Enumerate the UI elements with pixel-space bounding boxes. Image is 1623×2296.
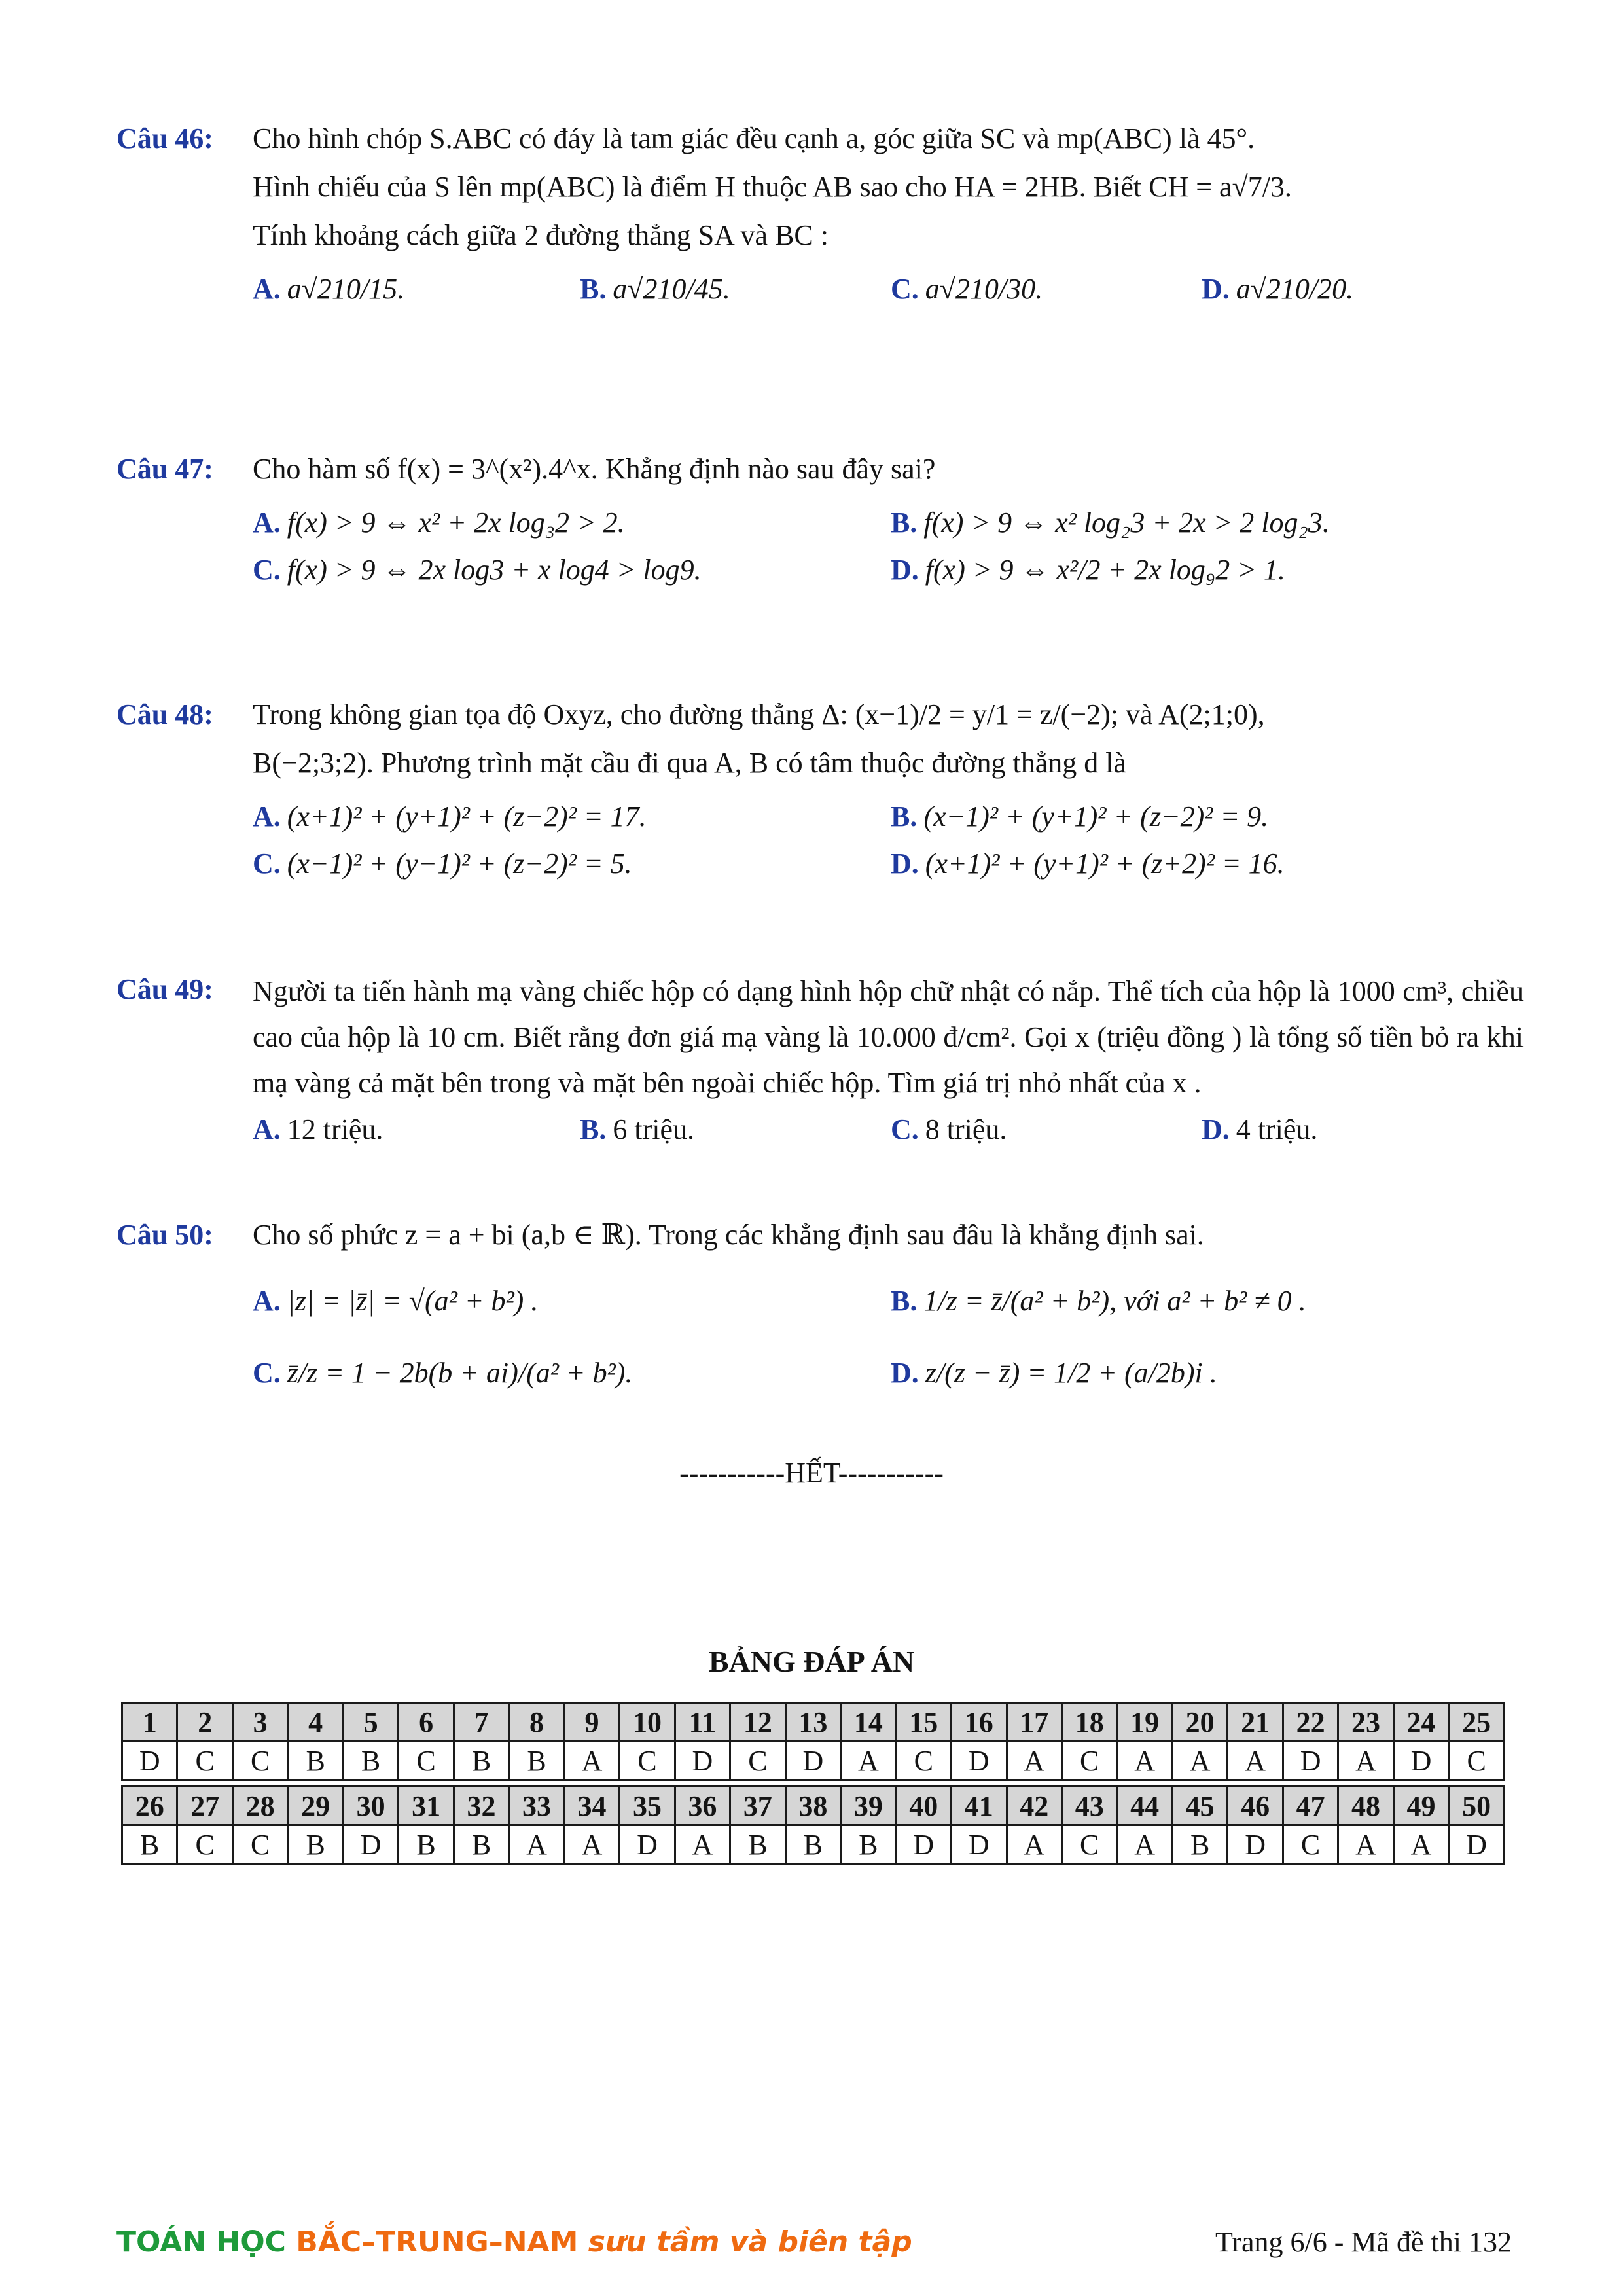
answer-cell: C xyxy=(1061,1825,1116,1864)
answer-cell: C xyxy=(177,1742,232,1780)
answer-cell: D xyxy=(1228,1825,1283,1864)
option-text: (x−1)² + (y−1)² + (z−2)² = 5. xyxy=(287,848,632,880)
answer-cell: A xyxy=(1117,1825,1172,1864)
question-number-cell: 14 xyxy=(841,1703,896,1742)
option-label: C. xyxy=(253,1357,281,1389)
answer-cell: C xyxy=(1449,1742,1505,1780)
option-label: D. xyxy=(891,554,919,586)
answer-table-title: BẢNG ĐÁP ÁN xyxy=(708,1645,915,1678)
option-text: (x+1)² + (y+1)² + (z−2)² = 17. xyxy=(287,800,647,833)
option-c xyxy=(253,1337,891,1409)
question-number-row xyxy=(122,1703,1505,1742)
question-number-cell: 38 xyxy=(785,1787,840,1825)
question-number-cell: 34 xyxy=(564,1787,619,1825)
option-text: 8 triệu. xyxy=(925,1113,1007,1145)
option-d xyxy=(1202,1106,1512,1153)
question-number-cell: 24 xyxy=(1393,1703,1448,1742)
question-text: Cho hàm số f(x) = 3^(x²).4^x. Khẳng định nào sau đây sai? xyxy=(253,453,936,485)
option-text: f(x) > 9 ⇔ x² log₂3 + 2x > 2 log₂3. xyxy=(923,507,1330,539)
question-number-cell: 41 xyxy=(952,1787,1007,1825)
answer-cell: B xyxy=(288,1825,343,1864)
question-number-cell: 9 xyxy=(564,1703,619,1742)
option-text: f(x) > 9 ⇔ x²/2 + 2x log₉2 > 1. xyxy=(925,554,1285,586)
answer-cell: A xyxy=(1007,1825,1061,1864)
question-number-cell: 28 xyxy=(232,1787,287,1825)
question-number-cell: 42 xyxy=(1007,1787,1061,1825)
option-text: z/(z − z̄) = 1/2 + (a/2b)i . xyxy=(925,1357,1217,1389)
question-number-cell: 32 xyxy=(454,1787,508,1825)
option-text: a√210/45. xyxy=(613,273,730,305)
answer-cell: D xyxy=(122,1742,177,1780)
answer-cell: C xyxy=(896,1742,951,1780)
question-number-cell: 26 xyxy=(122,1787,177,1825)
question-number-cell: 5 xyxy=(343,1703,398,1742)
option-a xyxy=(253,1106,580,1153)
option-label: A. xyxy=(253,1285,281,1317)
question-number-cell: 16 xyxy=(952,1703,1007,1742)
answer-row xyxy=(122,1742,1505,1780)
option-text: f(x) > 9 ⇔ 2x log3 + x log4 > log9. xyxy=(287,554,702,586)
answer-cell: B xyxy=(841,1825,896,1864)
footer-brand xyxy=(116,2225,912,2259)
question-number-cell: 17 xyxy=(1007,1703,1061,1742)
answer-cell: C xyxy=(730,1742,785,1780)
option-c xyxy=(891,266,1202,313)
option-c xyxy=(891,1106,1202,1153)
answer-table-part-2 xyxy=(121,1785,1505,1865)
question-number-cell: 27 xyxy=(177,1787,232,1825)
answer-cell: B xyxy=(509,1742,564,1780)
option-label: A. xyxy=(253,507,281,539)
question-number-cell: 8 xyxy=(509,1703,564,1742)
question-text: Cho số phức z = a + bi (a,b ∈ ℝ). Trong các khẳng định sau đâu là khẳng định sai. xyxy=(253,1219,1204,1251)
options xyxy=(253,499,1524,594)
answer-cell: A xyxy=(1228,1742,1283,1780)
question-text: B(−2;3;2). Phương trình mặt cầu đi qua A, B có tâm thuộc đường thẳng d là xyxy=(253,747,1126,779)
option-c xyxy=(253,840,891,888)
question-label: Câu 47: xyxy=(116,453,213,485)
answer-cell: B xyxy=(288,1742,343,1780)
option-text: a√210/30. xyxy=(925,273,1043,305)
question-number-cell: 23 xyxy=(1338,1703,1393,1742)
answer-cell: D xyxy=(896,1825,951,1864)
question-number-cell: 6 xyxy=(399,1703,454,1742)
option-d xyxy=(891,547,1529,594)
option-label: B. xyxy=(891,1285,918,1317)
option-label: B. xyxy=(891,507,918,539)
question-number-cell: 40 xyxy=(896,1787,951,1825)
answer-cell: A xyxy=(841,1742,896,1780)
question-number-cell: 11 xyxy=(675,1703,730,1742)
option-b xyxy=(891,499,1529,547)
question-text: Cho hình chóp S.ABC có đáy là tam giác đều cạnh a, góc giữa SC và mp(ABC) là 45°. xyxy=(253,122,1255,154)
question-49 xyxy=(116,969,1524,1153)
option-label: C. xyxy=(253,554,281,586)
option-text: 4 triệu. xyxy=(1236,1113,1318,1145)
question-number-cell: 35 xyxy=(620,1787,675,1825)
option-label: D. xyxy=(1202,1113,1230,1145)
option-label: D. xyxy=(1202,273,1230,305)
footer-brand-part: BẮC–TRUNG–NAM xyxy=(296,2225,579,2259)
option-b xyxy=(891,793,1529,840)
options xyxy=(253,793,1524,888)
question-number-cell: 10 xyxy=(620,1703,675,1742)
question-number-cell: 30 xyxy=(343,1787,398,1825)
question-number-cell: 20 xyxy=(1172,1703,1227,1742)
option-label: D. xyxy=(891,1357,919,1389)
question-label: Câu 50: xyxy=(116,1219,213,1251)
option-c xyxy=(253,547,891,594)
question-number-cell: 18 xyxy=(1061,1703,1116,1742)
option-text: 1/z = z̄/(a² + b²), với a² + b² ≠ 0 . xyxy=(923,1285,1306,1317)
question-number-cell: 43 xyxy=(1061,1787,1116,1825)
question-label: Câu 49: xyxy=(116,973,213,1005)
answer-cell: B xyxy=(454,1742,508,1780)
question-text: Người ta tiến hành mạ vàng chiếc hộp có dạng hình hộp chữ nhật có nắp. Thể tích của hộp là 1000 cm³, chiều cao của hộp là 10 cm. Biết rằng đơn giá mạ vàng là 10.000 đ/cm². Gọi x (triệu đồng ) là tổng số tiền bỏ ra khi mạ vàng cả mặt bên trong và mặt bên ngoài chiếc hộp. Tìm giá trị nhỏ nhất của x . xyxy=(253,975,1524,1099)
answer-cell: B xyxy=(343,1742,398,1780)
option-d xyxy=(1202,266,1512,313)
option-text: z̄/z = 1 − 2b(b + ai)/(a² + b²). xyxy=(287,1357,633,1389)
option-a xyxy=(253,266,580,313)
option-b xyxy=(891,1265,1529,1337)
footer-page-info: Trang 6/6 - Mã đề thi 132 xyxy=(1215,2226,1512,2258)
answer-cell: A xyxy=(564,1742,619,1780)
answer-cell: C xyxy=(177,1825,232,1864)
question-number-cell: 49 xyxy=(1393,1787,1448,1825)
option-text: 6 triệu. xyxy=(613,1113,694,1145)
answer-cell: B xyxy=(122,1825,177,1864)
answer-cell: B xyxy=(785,1825,840,1864)
question-number-cell: 33 xyxy=(509,1787,564,1825)
answer-cell: D xyxy=(620,1825,675,1864)
answer-cell: C xyxy=(1061,1742,1116,1780)
question-number-cell: 37 xyxy=(730,1787,785,1825)
option-text: (x+1)² + (y+1)² + (z+2)² = 16. xyxy=(925,848,1285,880)
question-number-cell: 1 xyxy=(122,1703,177,1742)
option-label: D. xyxy=(891,848,919,880)
answer-cell: B xyxy=(1172,1825,1227,1864)
question-number-cell: 44 xyxy=(1117,1787,1172,1825)
answer-cell: C xyxy=(620,1742,675,1780)
question-number-cell: 19 xyxy=(1117,1703,1172,1742)
answer-cell: C xyxy=(232,1742,287,1780)
answer-cell: A xyxy=(1338,1825,1393,1864)
answer-cell: A xyxy=(675,1825,730,1864)
answer-cell: D xyxy=(952,1825,1007,1864)
question-number-cell: 4 xyxy=(288,1703,343,1742)
answer-cell: C xyxy=(399,1742,454,1780)
question-number-cell: 2 xyxy=(177,1703,232,1742)
answer-cell: D xyxy=(343,1825,398,1864)
answer-cell: D xyxy=(1393,1742,1448,1780)
answer-cell: D xyxy=(675,1742,730,1780)
question-48 xyxy=(116,694,1524,888)
question-number-row xyxy=(122,1787,1505,1825)
question-number-cell: 3 xyxy=(232,1703,287,1742)
option-d xyxy=(891,1337,1529,1409)
option-label: B. xyxy=(580,273,607,305)
question-number-cell: 46 xyxy=(1228,1787,1283,1825)
answer-cell: A xyxy=(1338,1742,1393,1780)
question-number-cell: 15 xyxy=(896,1703,951,1742)
option-b xyxy=(580,266,891,313)
answer-cell: B xyxy=(454,1825,508,1864)
answer-cell: B xyxy=(730,1825,785,1864)
option-b xyxy=(580,1106,891,1153)
end-marker: -----------HẾT----------- xyxy=(679,1457,944,1489)
answer-cell: A xyxy=(564,1825,619,1864)
question-text: Trong không gian tọa độ Oxyz, cho đường thẳng Δ: (x−1)/2 = y/1 = z/(−2); và A(2;1;0), xyxy=(253,698,1265,730)
option-text: a√210/15. xyxy=(287,273,405,305)
answer-cell: A xyxy=(509,1825,564,1864)
answer-cell: D xyxy=(1283,1742,1338,1780)
option-label: C. xyxy=(891,1113,919,1145)
option-text: f(x) > 9 ⇔ x² + 2x log₃2 > 2. xyxy=(287,507,625,539)
question-number-cell: 12 xyxy=(730,1703,785,1742)
option-label: A. xyxy=(253,273,281,305)
question-number-cell: 22 xyxy=(1283,1703,1338,1742)
question-46 xyxy=(116,118,1524,313)
option-d xyxy=(891,840,1529,888)
answer-cell: A xyxy=(1007,1742,1061,1780)
option-label: B. xyxy=(891,800,918,833)
question-number-cell: 31 xyxy=(399,1787,454,1825)
option-label: A. xyxy=(253,800,281,833)
option-text: (x−1)² + (y+1)² + (z−2)² = 9. xyxy=(923,800,1269,833)
question-number-cell: 21 xyxy=(1228,1703,1283,1742)
option-label: A. xyxy=(253,1113,281,1145)
answer-cell: D xyxy=(785,1742,840,1780)
question-47 xyxy=(116,448,1524,594)
question-text: Hình chiếu của S lên mp(ABC) là điểm H thuộc AB sao cho HA = 2HB. Biết CH = a√7/3. xyxy=(253,171,1292,203)
question-number-cell: 50 xyxy=(1449,1787,1505,1825)
question-number-cell: 13 xyxy=(785,1703,840,1742)
answer-cell: C xyxy=(232,1825,287,1864)
answer-row xyxy=(122,1825,1505,1864)
question-number-cell: 39 xyxy=(841,1787,896,1825)
options xyxy=(253,1106,1524,1153)
option-text: a√210/20. xyxy=(1236,273,1354,305)
answer-cell: D xyxy=(1449,1825,1505,1864)
option-label: C. xyxy=(253,848,281,880)
option-text: 12 triệu. xyxy=(287,1113,383,1145)
question-number-cell: 48 xyxy=(1338,1787,1393,1825)
question-number-cell: 47 xyxy=(1283,1787,1338,1825)
options xyxy=(253,266,1524,313)
question-text: Tính khoảng cách giữa 2 đường thẳng SA và BC : xyxy=(253,219,829,251)
answer-cell: D xyxy=(952,1742,1007,1780)
option-label: C. xyxy=(891,273,919,305)
question-label: Câu 46: xyxy=(116,122,213,154)
answer-cell: A xyxy=(1393,1825,1448,1864)
answer-cell: A xyxy=(1172,1742,1227,1780)
question-50 xyxy=(116,1214,1524,1409)
options xyxy=(253,1265,1524,1409)
question-label: Câu 48: xyxy=(116,698,213,730)
question-number-cell: 45 xyxy=(1172,1787,1227,1825)
footer-brand-part: sưu tầm và biên tập xyxy=(578,2225,912,2259)
option-label: B. xyxy=(580,1113,607,1145)
option-a xyxy=(253,499,891,547)
answer-cell: B xyxy=(399,1825,454,1864)
answer-cell: C xyxy=(1283,1825,1338,1864)
option-text: |z| = |z̄| = √(a² + b²) . xyxy=(287,1285,539,1317)
question-number-cell: 29 xyxy=(288,1787,343,1825)
option-a xyxy=(253,793,891,840)
footer-brand-part: TOÁN HỌC xyxy=(116,2225,296,2259)
question-number-cell: 25 xyxy=(1449,1703,1505,1742)
answer-cell: A xyxy=(1117,1742,1172,1780)
option-a xyxy=(253,1265,891,1337)
answer-table-part-1 xyxy=(121,1702,1505,1781)
question-number-cell: 7 xyxy=(454,1703,508,1742)
question-number-cell: 36 xyxy=(675,1787,730,1825)
